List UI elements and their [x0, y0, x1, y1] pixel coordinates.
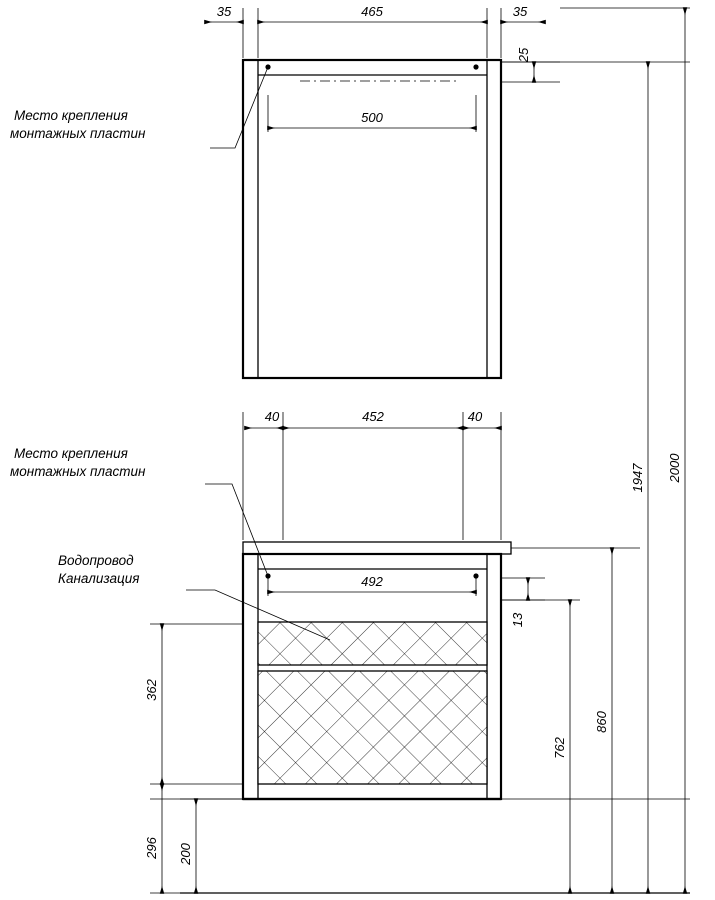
dim-13	[501, 578, 545, 627]
dim-1947	[630, 62, 648, 893]
dim-cab-small-vertical: 13	[510, 612, 525, 628]
dim-height-200: 200	[178, 843, 193, 865]
dim-762	[501, 600, 580, 893]
dim-860	[594, 548, 612, 893]
extension-lines-vanity-top	[243, 412, 501, 540]
dim-362	[144, 624, 162, 784]
dim-height-362: 362	[144, 679, 159, 701]
dim-cab-inner-width: 452	[362, 409, 384, 424]
dim-top-right-offset: 35	[512, 4, 528, 19]
callout-leader-mount-top	[210, 67, 268, 148]
dim-cab-mount-width: 492	[361, 574, 383, 589]
callout-mount-bottom-line1: Место крепления	[14, 446, 128, 461]
dim-top-inner-width: 500	[361, 110, 383, 125]
dim-2000	[560, 8, 690, 893]
dim-height-860: 860	[594, 711, 609, 733]
drawer-front-lower	[258, 671, 487, 784]
callout-mount-top-line2: монтажных пластин	[10, 126, 146, 141]
dim-height-2000: 2000	[667, 453, 682, 483]
dim-height-762: 762	[552, 737, 567, 759]
dim-cab-right-offset: 40	[467, 409, 483, 424]
dim-height-296: 296	[144, 837, 159, 859]
dim-height-1947: 1947	[630, 463, 645, 493]
dim-492	[268, 574, 476, 596]
dim-cab-left-offset: 40	[264, 409, 280, 424]
callout-mount-top-line1: Место крепления	[14, 108, 128, 123]
dim-top-left-offset: 35	[216, 4, 232, 19]
extension-lines-left	[150, 624, 243, 799]
dim-500	[268, 110, 476, 128]
dim-top-width: 465	[361, 4, 383, 19]
callout-mount-bottom-line2: монтажных пластин	[10, 464, 146, 479]
dim-top-vertical-small: 25	[516, 47, 531, 63]
extension-lines-top	[243, 8, 560, 132]
mount-plate-dots-top	[265, 64, 478, 69]
callout-plumbing-line2: Канализация	[58, 571, 140, 586]
dim-200	[178, 799, 196, 893]
extension-lines-right	[501, 62, 690, 893]
dim-296	[144, 784, 243, 893]
dim-row-top	[205, 4, 545, 22]
vanity-countertop	[243, 542, 511, 554]
dim-25	[516, 47, 534, 82]
mirror-cabinet-body	[243, 60, 501, 378]
drawer-front-upper	[258, 622, 487, 665]
callout-plumbing-line1: Водопровод	[58, 553, 134, 568]
